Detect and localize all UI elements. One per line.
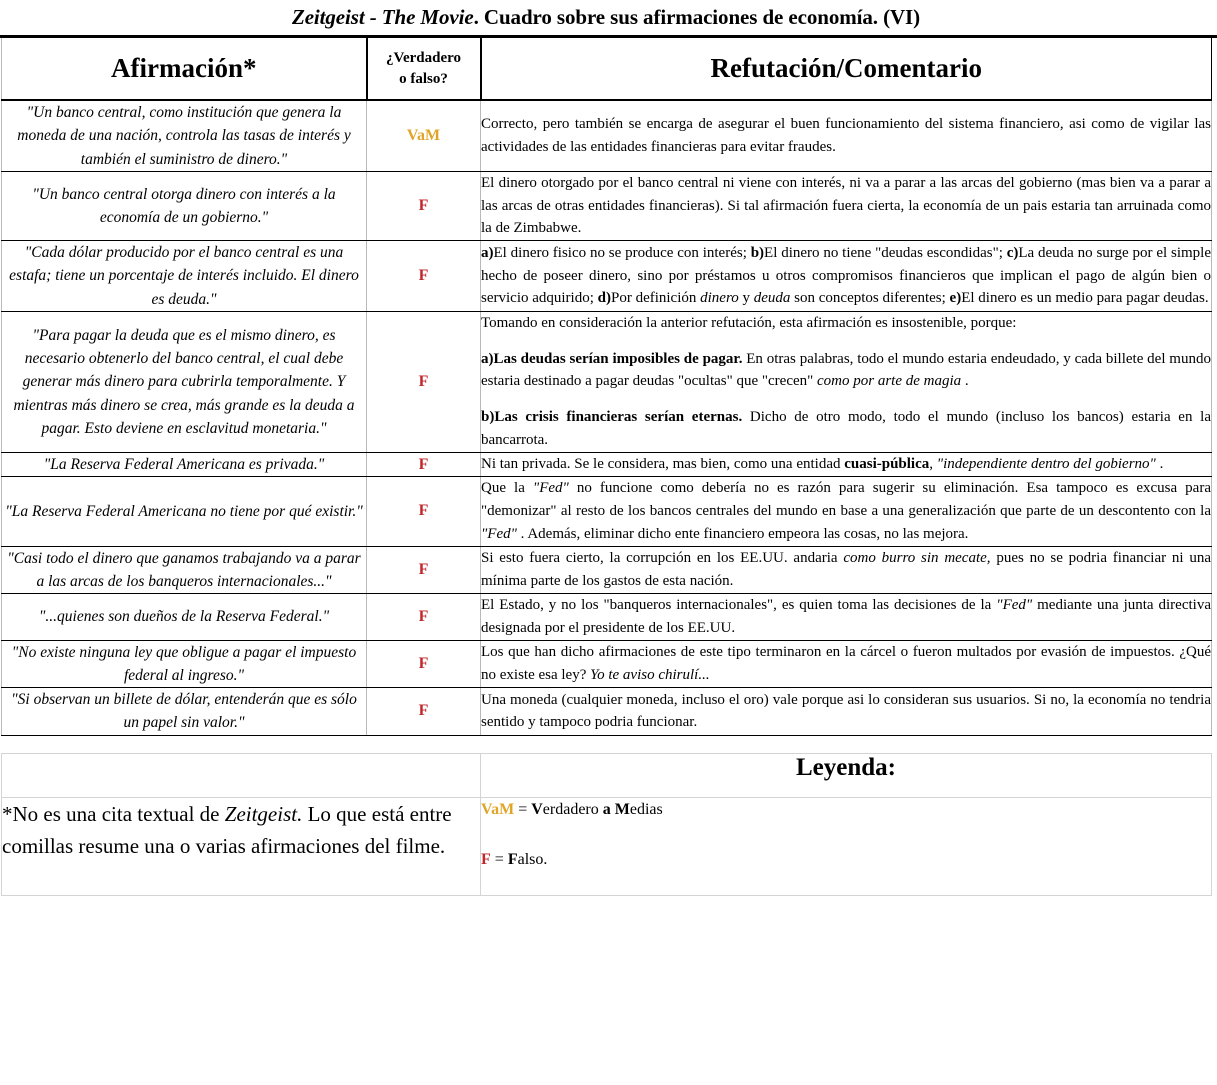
verdict-cell [367,241,481,312]
table-row [2,688,1212,736]
text-run: como burro sin mecate, [843,549,991,566]
legend-vam-description [514,801,663,818]
refutation-cell [481,546,1212,594]
text-run: a) [481,244,494,261]
claim-cell: "...quienes son dueños de la Reserva Federal." [2,594,367,641]
text-run: M [614,800,630,818]
text-run: erdadero [542,800,603,818]
legend-false-description [491,851,548,868]
table-footer-gap [0,736,1217,753]
table-row [2,241,1212,312]
legend-title: Leyenda: [481,753,1212,797]
text-run: Ni tan privada. Se le considera, mas bien, como una entidad [481,456,845,473]
text-run: b) [750,244,765,261]
verdict-badge: F [418,196,429,214]
text-run: Dicho de otro modo, todo el mundo (incluso los bancos) estaria en la bancarrota. [481,409,1211,449]
text-run: , [929,456,937,473]
refutation-cell [481,640,1212,688]
claim-cell: "Si observan un billete de dólar, entenderán que es sólo un papel sin valor." [2,688,367,736]
text-run: Tomando en consideración la anterior refutación, esta afirmación es insostenible, porque: [481,314,1017,331]
legend-title-row [2,753,1212,797]
text-run: dinero [700,290,743,307]
claim-cell: "Para pagar la deuda que es el mismo dinero, es necesario obtenerlo del banco central, el cual debe generar más dinero para cubrirla temporalmente. Y mientras más dinero se crea, más grande es la deuda a pagar. Esto deviene en esclavitud monetaria." [2,311,367,452]
text-run: . [1155,456,1164,473]
claim-cell: "Un banco central otorga dinero con interés a la economía de un gobierno." [2,171,367,240]
claim-cell: "Un banco central, como institución que genera la moneda de una nación, controla las tasas de interés y también el suministro de dinero." [2,100,367,171]
text-run: edias [629,800,663,818]
column-header-refutation [481,38,1212,100]
column-header-refutation-label: Refutación/Comentario [710,53,982,84]
refutation-cell [481,452,1212,476]
verdict-cell [367,688,481,736]
verdict-badge: F [418,654,429,672]
refutation-paragraph: El dinero otorgado por el banco central ni viene con interés, ni va a parar a las arcas del gobierno (mas bien va a parar a las arcas de otras entidades financieras). Si tal afirmación fuera cierta, la economía de un pais estaria tan arruinada como la de Zimbabwe. [481,174,1211,237]
text-run: b)Las crisis financieras serían eternas. [481,409,743,426]
column-header-verdict-line1: ¿Verdadero [386,50,461,67]
table-row [2,171,1212,240]
text-run: a [602,800,615,818]
legend-table [1,753,1212,896]
verdict-badge: F [418,372,429,390]
text-run: Yo te aviso chirulí... [590,666,710,683]
text-run: F [507,850,518,868]
column-header-verdict [367,38,481,100]
text-run: pues no se podria financiar ni una mínima parte de los gastos de esta nación. [481,549,1211,589]
text-run: d) [597,290,611,307]
verdict-badge: VaM [406,126,441,144]
refutation-paragraph: Una moneda (cualquier moneda, incluso el oro) vale porque asi lo consideran sus usuarios. Si no, la economía no tendria sentido y tampoco podria funcionar. [481,691,1211,731]
text-run: e) [949,290,962,307]
claim-cell: "Cada dólar producido por el banco central es una estafa; tiene un porcentaje de interés incluido. El dinero es deuda." [2,241,367,312]
claim-cell: "La Reserva Federal Americana es privada." [2,452,367,476]
verdict-badge: F [418,607,429,625]
refutation-paragraph [481,312,1211,335]
text-run: Los que han dicho afirmaciones de este tipo terminaron en la cárcel o fueron multados por evasión de impuestos. ¿Qué no existe esa ley? [481,644,1211,683]
verdict-cell [367,594,481,641]
table-row [2,477,1212,546]
refutation-paragraph [481,641,1211,687]
title-remainder: . Cuadro sobre sus afirmaciones de economía. (VI) [473,5,920,29]
legend-entry-vam [481,798,1211,822]
column-header-claim [2,38,367,100]
text-run: Si esto fuera cierto, la corrupción en los EE.UU. andaria [481,549,844,566]
text-run: "Fed" [996,597,1033,614]
text-run: no funcione como debería no es razón para sugerir su eliminación. Esa tampoco es excusa para "demonizar" al resto de los bancos centrales del mundo en base a una generalización que parte de un descontento con la [481,480,1211,519]
text-run: En otras palabras, todo el mundo estaria endeudado, y cada billete del mundo estaria destinado a pagar deudas "ocultas" que "crecen" [481,350,1211,390]
text-run: como por arte de magia [817,373,962,390]
refutation-cell [481,311,1212,452]
claim-cell: "No existe ninguna ley que obligue a pagar el impuesto federal al ingreso." [2,640,367,688]
text-run: El dinero no tiene "deudas escondidas"; [764,244,1007,261]
verdict-cell [367,452,481,476]
refutation-cell [481,688,1212,736]
refutation-paragraph [481,453,1211,476]
verdict-badge: F [418,702,429,720]
text-run: Lo que está entre comillas resume una o varias afirmaciones del filme. [2,801,452,859]
legend-entry-false [481,848,1211,872]
table-row [2,594,1212,641]
column-header-verdict-line2: o falso? [399,70,448,87]
verdict-badge: F [418,502,429,520]
refutation-cell [481,477,1212,546]
footnote-text [2,797,481,895]
text-run: deuda [753,290,795,307]
verdict-cell [367,311,481,452]
text-run: = [490,850,508,868]
table-body [2,100,1212,735]
refutation-paragraph [481,594,1211,640]
text-run: La deuda no surge por el simple hecho de poseer dinero, sino por préstamos u otros compromisos financieros que implican el pago de algún bien o servicio adquirido; [481,244,1211,307]
text-run: "Fed" [532,480,569,497]
text-run: a)Las deudas serían imposibles de pagar. [481,350,743,367]
text-run: = [514,800,532,818]
title-movie-name: Zeitgeist - The Movie [291,5,474,29]
text-run: c) [1006,244,1019,261]
verdict-badge: F [418,560,429,578]
text-run: son conceptos diferentes; [794,290,950,307]
text-run: y [742,290,754,307]
verdict-badge: F [418,455,429,473]
text-run: Por definición [610,290,701,307]
refutation-paragraph [481,477,1211,545]
refutation-paragraph [481,547,1211,593]
table-row [2,311,1212,452]
text-run: cuasi-pública [844,456,930,473]
text-run: V [531,800,543,818]
claim-cell: "Casi todo el dinero que ganamos trabajando va a parar a las arcas de los banqueros internacionales..." [2,546,367,594]
refutation-cell [481,241,1212,312]
refutation-cell [481,171,1212,240]
legend-vam-code: VaM [481,800,515,818]
document-title-row [0,0,1217,38]
verdict-cell [367,546,481,594]
legend-entries [481,797,1212,895]
claims-table [1,38,1212,736]
refutation-cell [481,594,1212,641]
refutation-cell [481,100,1212,171]
text-run: "Fed" [481,525,517,542]
verdict-cell [367,100,481,171]
refutation-paragraph: Correcto, pero también se encarga de asegurar el buen funcionamiento del sistema financiero, asi como de vigilar las actividades de las entidades financieras para evitar fraudes. [481,116,1211,155]
table-row [2,546,1212,594]
claim-cell: "La Reserva Federal Americana no tiene por qué existir." [2,477,367,546]
legend-false-code: F [481,850,491,868]
table-header [2,38,1212,100]
verdict-cell [367,171,481,240]
table-row [2,640,1212,688]
text-run: Zeitgeist. [224,801,303,826]
verdict-cell [367,640,481,688]
text-run: Que la [481,480,533,497]
verdict-badge: F [418,267,429,285]
text-run: El dinero es un medio para pagar deudas. [961,290,1209,307]
legend-content-row [2,797,1212,895]
text-run: also. [517,850,548,868]
text-run: *No es una cita textual de [2,801,225,826]
refutation-paragraph [481,242,1211,310]
table-row [2,100,1212,171]
text-run: "independiente dentro del gobierno" [936,456,1156,473]
column-header-claim-label: Afirmación* [111,53,257,84]
text-run: mediante una junta directiva designada por el presidente de los EE.UU. [481,597,1211,636]
verdict-cell [367,477,481,546]
page-title [292,5,920,30]
text-run: El dinero fisico no se produce con interés; [493,244,751,261]
refutation-paragraph [481,348,1211,394]
text-run: El Estado, y no los "banqueros internacionales", es quien toma las decisiones de la [481,597,997,614]
legend-empty-cell [2,753,481,797]
refutation-paragraph [481,406,1211,452]
table-header-row [2,38,1212,100]
text-run: . Además, eliminar dicho ente financiero empeora las cosas, no las mejora. [516,525,969,542]
table-row [2,452,1212,476]
text-run: . [961,373,969,390]
